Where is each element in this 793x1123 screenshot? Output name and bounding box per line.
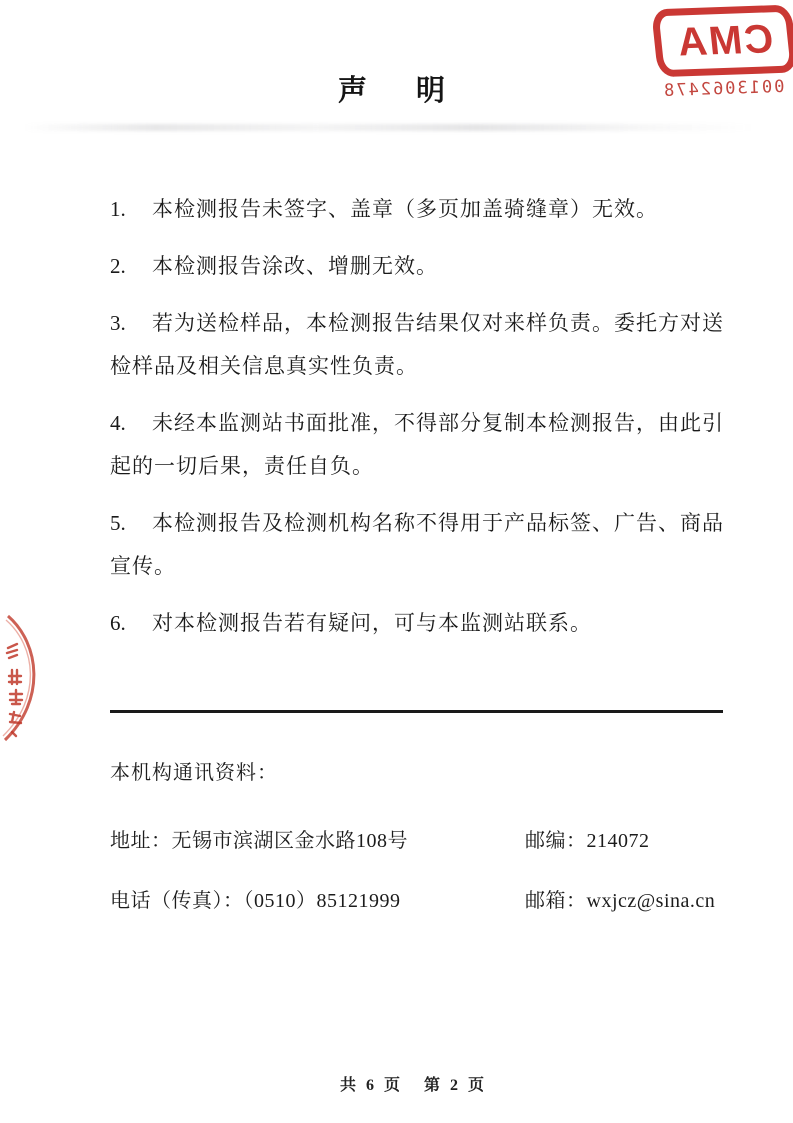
item-text: 本检测报告未签字、盖章（多页加盖骑缝章）无效。 <box>152 197 658 221</box>
page-title: 声 明 <box>337 75 455 107</box>
list-item <box>110 188 732 231</box>
list-item <box>110 302 732 388</box>
cma-stamp-frame <box>651 5 793 78</box>
item-text: 若为送检样品，本检测报告结果仅对来样负责。委托方对送检样品及相关信息真实性负责。 <box>110 311 724 378</box>
contact-heading: 本机构通讯资料： <box>110 762 278 784</box>
list-item <box>110 402 732 488</box>
postcode-row <box>525 824 650 853</box>
item-number: 3. <box>110 311 126 335</box>
item-number: 2. <box>110 254 126 278</box>
address-row <box>110 824 408 853</box>
cma-stamp-number: 0013062478 <box>661 76 785 102</box>
item-text: 本检测报告及检测机构名称不得用于产品标签、广告、商品宣传。 <box>110 511 724 578</box>
postcode-value: 214072 <box>586 830 650 852</box>
item-number: 5. <box>110 511 126 535</box>
item-number: 1. <box>110 197 126 221</box>
address-label: 地址： <box>110 830 172 852</box>
partial-seal-stamp <box>0 612 50 744</box>
phone-label: 电话（传真）： <box>110 890 244 912</box>
item-text: 本检测报告涂改、增删无效。 <box>152 254 438 278</box>
page-footer: 共 6 页 第 2 页 <box>339 1077 487 1094</box>
list-item <box>110 502 732 588</box>
item-number: 6. <box>110 611 126 635</box>
list-item <box>110 245 732 288</box>
address-value: 无锡市滨湖区金水路108号 <box>171 830 408 852</box>
email-label: 邮箱： <box>525 890 587 912</box>
phone-row <box>110 884 401 913</box>
scan-smudge <box>24 124 754 131</box>
list-item <box>110 602 732 645</box>
item-text: 未经本监测站书面批准，不得部分复制本检测报告，由此引起的一切后果，责任自负。 <box>110 411 724 478</box>
cma-stamp-letters: CMA <box>673 17 776 65</box>
phone-value: （0510）85121999 <box>243 890 401 912</box>
horizontal-rule <box>110 710 723 713</box>
item-number: 4. <box>110 411 126 435</box>
email-row <box>525 884 715 913</box>
item-text: 对本检测报告若有疑问，可与本监测站联系。 <box>152 611 592 635</box>
email-value: wxjcz@sina.cn <box>586 890 716 912</box>
postcode-label: 邮编： <box>525 830 587 852</box>
notice-list <box>110 188 732 659</box>
